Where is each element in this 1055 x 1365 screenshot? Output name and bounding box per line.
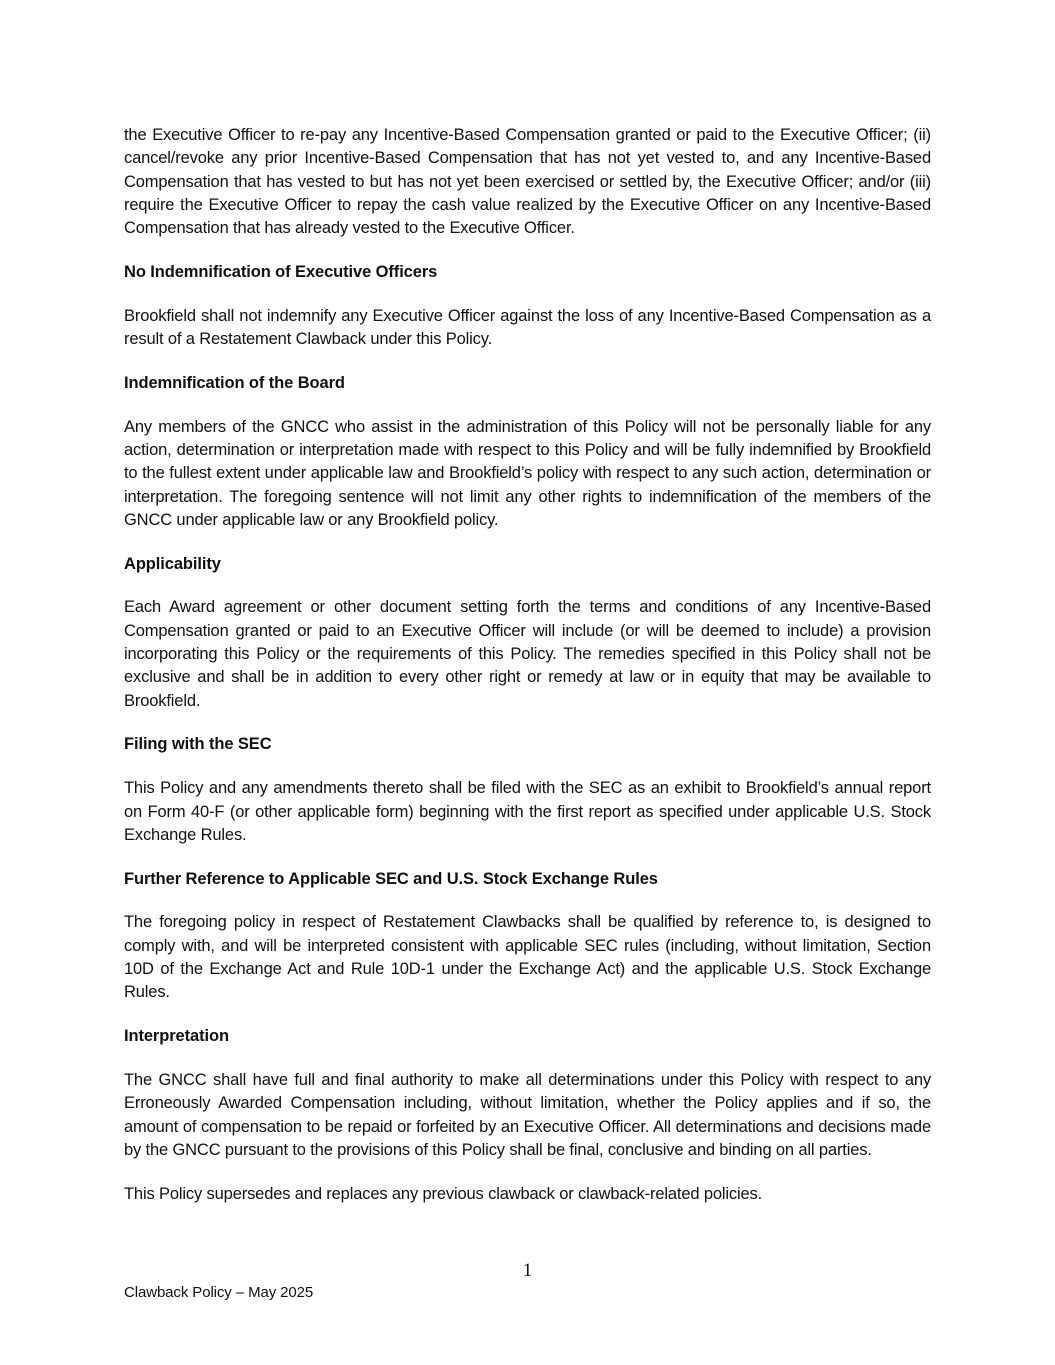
section-body: Each Award agreement or other document setting forth the terms and conditions of any Incentive-Based Compensation granted or paid to an Executive Officer will include (or will be deemed to include) a provision incorporating this Policy or the requirements of this Policy. The remedies specified in this Policy shall not be exclusive and shall be in addition to every other right or remedy at law or in equity that may be available to Brookfield. [124, 598, 931, 710]
page-number: 1 [522, 1260, 533, 1281]
section-no-indemnification [124, 261, 931, 351]
section-body: This Policy and any amendments thereto shall be filed with the SEC as an exhibit to Brookfield’s annual report on Form 40-F (or other applicable form) beginning with the first report as specified under applicable U.S. Stock Exchange Rules. [124, 779, 931, 844]
section-indemnification-board [124, 372, 931, 532]
footer-text: Clawback Policy – May 2025 [124, 1284, 314, 1301]
section-applicability [124, 553, 931, 713]
section-body: Brookfield shall not indemnify any Executive Officer against the loss of any Incentive-Based Compensation as a result of a Restatement Clawback under this Policy. [124, 306, 931, 349]
section-body: Any members of the GNCC who assist in the administration of this Policy will not be personally liable for any action, determination or interpretation made with respect to this Policy and will be fully indemnified by Brookfield to the fullest extent under applicable law and Brookfield’s policy with respect to any such action, determination or interpretation. The foregoing sentence will not limit any other rights to indemnification of the members of the GNCC under applicable law or any Brookfield policy. [124, 417, 931, 529]
section-heading: Filing with the SEC [124, 735, 272, 754]
section-interpretation [124, 1025, 931, 1162]
section-heading: Further Reference to Applicable SEC and U.S. Stock Exchange Rules [124, 869, 658, 888]
section-heading: Applicability [124, 554, 221, 573]
section-further-reference [124, 868, 931, 1005]
intro-paragraph: the Executive Officer to re-pay any Incentive-Based Compensation granted or paid to the Executive Officer; (ii) cancel/revoke any prior Incentive-Based Compensation that has not yet vested to, and any Incentive-Based Compensation that has vested to but has not yet been exercised or settled by, the Executive Officer; and/or (iii) require the Executive Officer to repay the cash value realized by the Executive Officer on any Incentive-Based Compensation that has already vested to the Executive Officer. [124, 126, 931, 238]
section-heading: Indemnification of the Board [124, 373, 345, 392]
section-heading: Interpretation [124, 1027, 229, 1046]
closing-paragraph: This Policy supersedes and replaces any previous clawback or clawback-related policies. [124, 1184, 763, 1203]
section-body: The foregoing policy in respect of Restatement Clawbacks shall be qualified by reference to, is designed to comply with, and will be interpreted consistent with applicable SEC rules (including, without limitation, Section 10D of the Exchange Act and Rule 10D-1 under the Exchange Act) and the applicable U.S. Stock Exchange Rules. [124, 913, 931, 1002]
section-body: The GNCC shall have full and final authority to make all determinations under this Policy with respect to any Erroneously Awarded Compensation including, without limitation, whether the Policy applies and if so, the amount of compensation to be repaid or forfeited by an Executive Officer. All determinations and decisions made by the GNCC pursuant to the provisions of this Policy shall be final, conclusive and binding on all parties. [124, 1070, 931, 1159]
document-body [124, 124, 931, 1206]
section-filing-sec [124, 733, 931, 847]
section-heading: No Indemnification of Executive Officers [124, 262, 438, 281]
